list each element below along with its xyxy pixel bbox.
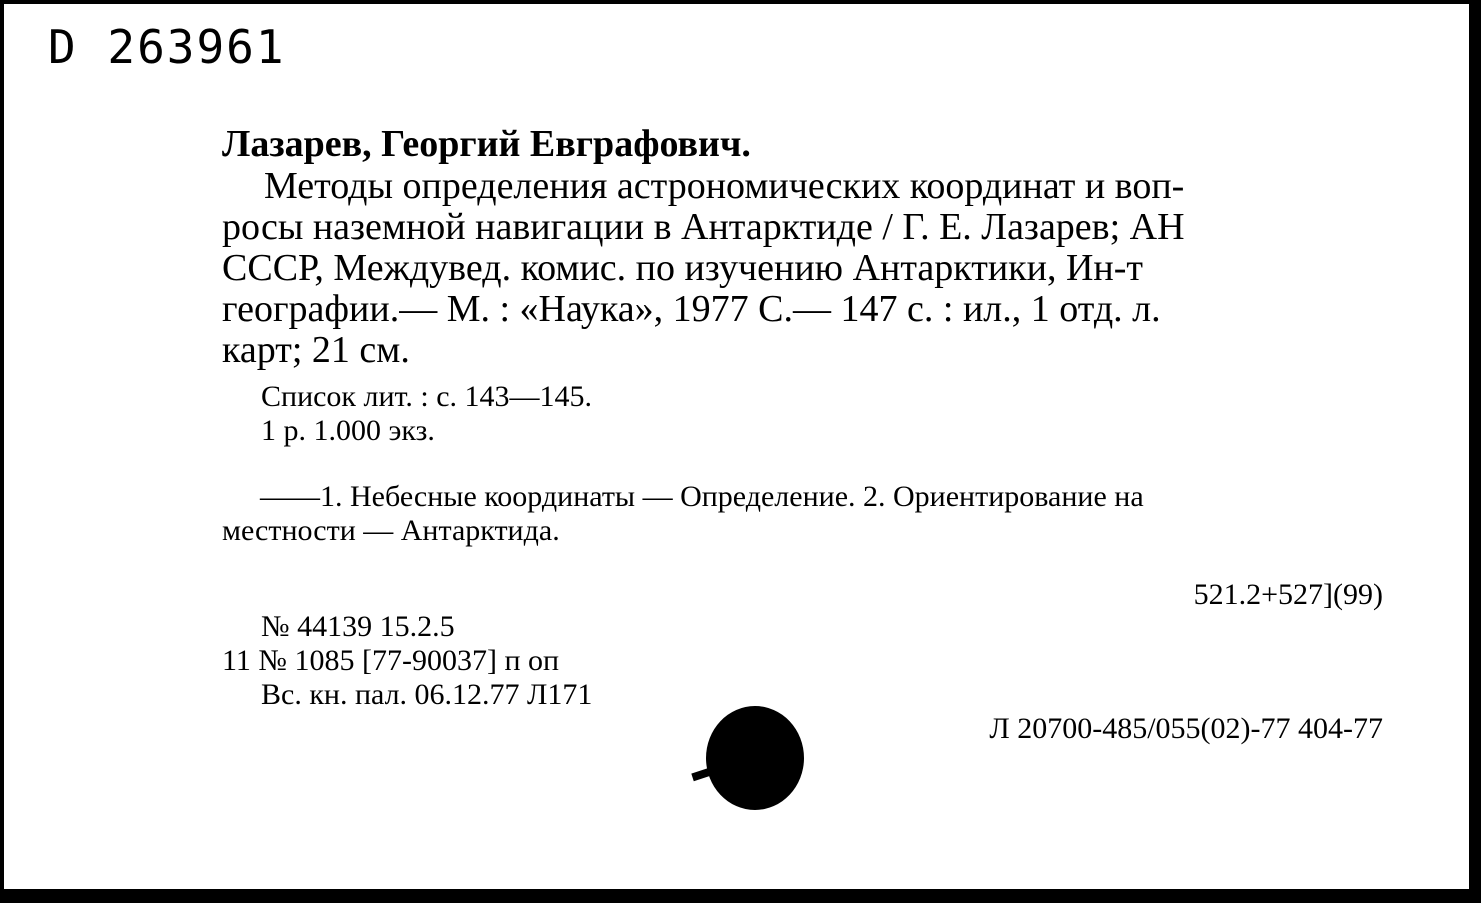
- chamber-note: Вс. кн. пал. 06.12.77 Л171: [261, 678, 593, 711]
- title-line: росы наземной навигации в Антарктиде / Г. Е. Лазарев; АН: [222, 206, 1185, 248]
- subject-line: местности — Антарктида.: [222, 514, 560, 547]
- bibliography-note: Список лит. : с. 143—145.: [261, 380, 593, 413]
- author-heading: Лазарев, Георгий Евграфович.: [222, 123, 751, 165]
- classification-index: 521.2+527](99): [1193, 578, 1383, 611]
- publisher-code: Л 20700-485/055(02)-77 404-77: [989, 712, 1383, 745]
- catalog-card: [4, 4, 1475, 897]
- title-line: СССР, Междувед. комис. по изучению Антарктики, Ин-т: [222, 247, 1144, 289]
- subject-line: ——1. Небесные координаты — Определение. 2. Ориентирование на: [260, 480, 1144, 513]
- order-number: № 44139 15.2.5: [261, 610, 455, 643]
- subject-headings: [222, 480, 1394, 548]
- title-line: Методы определения астрономических координат и воп-: [264, 165, 1185, 207]
- title-description: [222, 166, 1394, 371]
- price-circulation: 1 р. 1.000 экз.: [261, 414, 435, 447]
- title-line: карт; 21 см.: [222, 329, 410, 371]
- card-number: D 263961: [48, 20, 286, 74]
- print-number: 11 № 1085 [77-90037] п оп: [222, 644, 560, 677]
- title-line: географии.— М. : «Наука», 1977 С.— 147 с. : ил., 1 отд. л.: [222, 288, 1161, 330]
- punch-hole: [706, 706, 804, 810]
